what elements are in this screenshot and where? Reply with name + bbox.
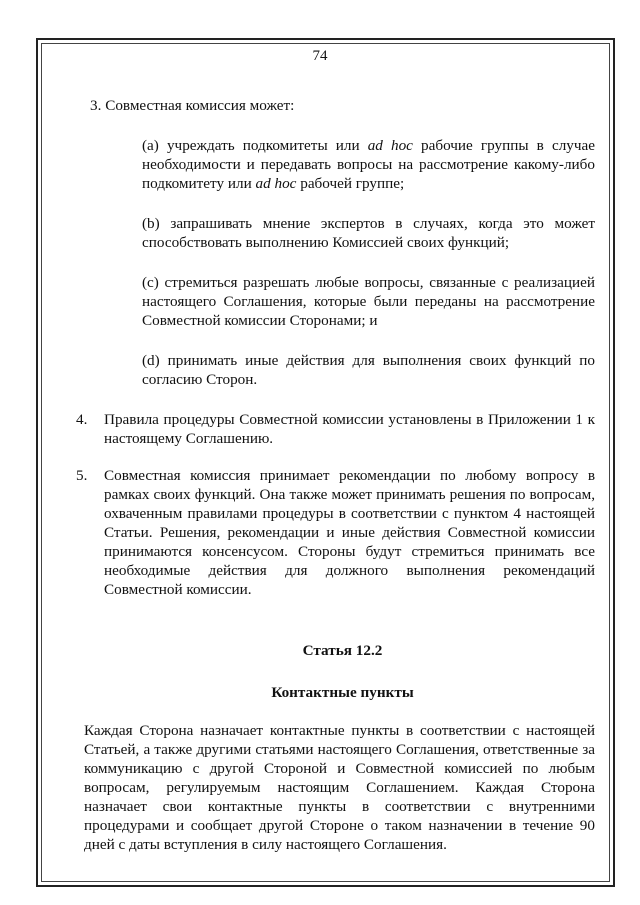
article-title: Статья 12.2	[302, 642, 383, 659]
subitem-b: (b) запрашивать мнение экспертов в случаях, когда это может способствовать выполнению Комиссией своих функций;	[142, 215, 595, 251]
item-4	[76, 410, 595, 448]
subitem-a: (a) учреждать подкомитеты или ad hoc рабочие группы в случае необходимости и передавать вопросы на рассмотрение какому-либо подкомитету или ad hoc рабочей группе;	[142, 137, 595, 192]
item-number: 4.	[76, 411, 88, 428]
subitem-d: (d) принимать иные действия для выполнения своих функций по согласию Сторон.	[142, 352, 595, 388]
section-heading: Контактные пункты	[271, 684, 414, 701]
item-3-heading: 3. Совместная комиссия может:	[90, 97, 295, 114]
item-5	[76, 466, 595, 599]
latin-term: ad hoc	[255, 175, 297, 192]
latin-term: ad hoc	[367, 137, 413, 154]
item-text: Совместная комиссия принимает рекомендации по любому вопросу в рамках своих функций. Она также может принимать решения по вопросам, охваченным правилами процедуры в соответствии с пунктом 4 настоящей Статьи. Решения, рекомендации и иные действия Совместной комиссии принимаются консенсусом. Стороны будут стремиться принимать все необходимые действия для должного выполнения рекомендаций Совместной комиссии.	[104, 467, 595, 598]
item-number: 5.	[76, 467, 88, 484]
article-paragraph: Каждая Сторона назначает контактные пункты в соответствии с настоящей Статьей, а также другими статьями настоящего Соглашения, ответственные за коммуникацию с другой Стороной и Совместной комиссией по любым вопросам, регулируемым настоящим Соглашением. Каждая Сторона назначает свои контактные пункты в соответствии с внутренними процедурами и сообщает другой Стороне о таком назначении в течение 90 дней с даты вступления в силу настоящего Соглашения.	[84, 722, 595, 853]
item-text: Правила процедуры Совместной комиссии установлены в Приложении 1 к настоящему Соглашению.	[104, 411, 595, 447]
subitem-c: (c) стремиться разрешать любые вопросы, связанные с реализацией настоящего Соглашения, которые были переданы на рассмотрение Совместной комиссии Сторонами; и	[142, 274, 595, 329]
document-body	[76, 96, 595, 854]
page-number: 74	[312, 48, 328, 64]
